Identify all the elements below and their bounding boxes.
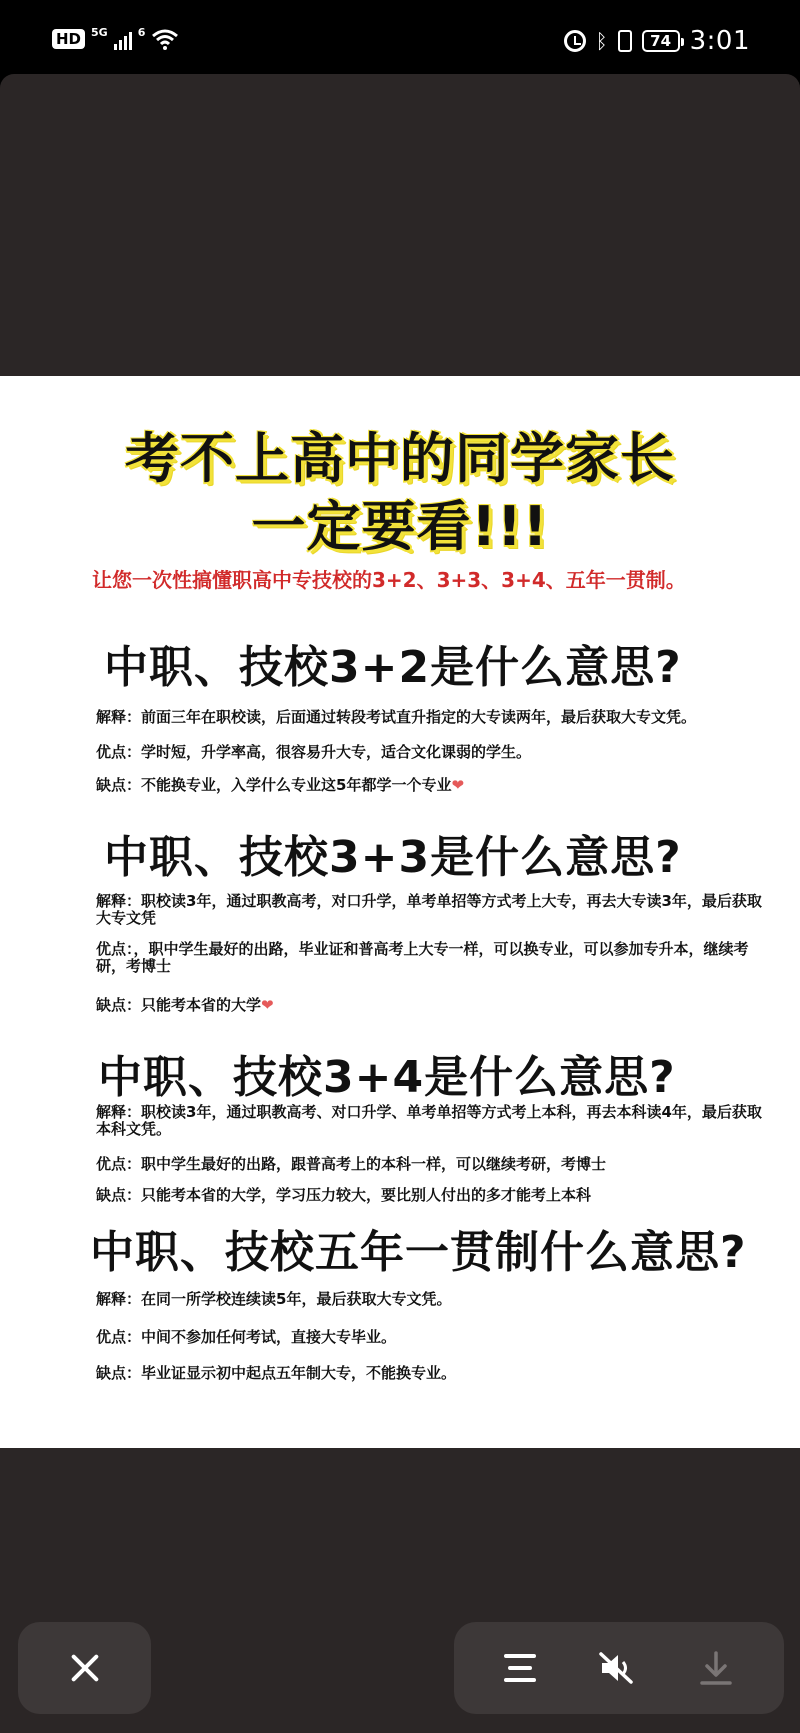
bluetooth-icon: ᛒ: [595, 29, 608, 53]
clock: 3:01: [689, 26, 750, 56]
section-cons: 缺点：只能考本省的大学，学习压力较大，要比别人付出的多才能考上本科: [96, 1186, 592, 1204]
heart-icon: ❤: [261, 996, 274, 1014]
action-group: [454, 1622, 784, 1714]
wifi-label: 6: [137, 25, 146, 39]
status-left: [52, 25, 179, 50]
section-pros: 优点：，职中学生最好的出路，毕业证和普高考上大专一样，可以换专业，可以参加专升本，继续考研，考博士: [96, 940, 749, 975]
status-right: [564, 26, 750, 56]
section-cons: [96, 774, 464, 795]
close-icon: [70, 1653, 100, 1683]
section-heading: 中职、技校3+4是什么意思?: [98, 1052, 676, 1103]
section-pros: 优点：职中学生最好的出路，跟普高考上的本科一样，可以继续考研，考博士: [96, 1155, 607, 1173]
poster-title-line1: 考不上高中的同学家长: [125, 427, 675, 490]
section-heading: 中职、技校3+2是什么意思?: [104, 642, 682, 693]
wifi-icon: [151, 28, 179, 50]
image-viewer: [0, 74, 800, 1602]
signal-icon: [114, 28, 132, 50]
vibrate-icon: [618, 30, 632, 52]
heart-icon: ❤: [451, 776, 465, 794]
section-explain: 解释：职校读3年，通过职教高考、对口升学、单考单招等方式考上本科，再去本科读4年，最后获取本科文凭。: [96, 1103, 762, 1138]
section-cons: [96, 994, 274, 1015]
battery-icon: 74: [642, 30, 680, 52]
mute-icon[interactable]: [598, 1650, 634, 1686]
poster-image[interactable]: [0, 376, 800, 1448]
section-explain: 解释：职校读3年，通过职教高考，对口升学，单考单招等方式考上大专，再去大专读3年，最后获取大专文凭: [96, 892, 762, 927]
poster-title-line2: 一定要看!!!: [251, 495, 549, 558]
status-bar: [0, 0, 800, 74]
download-icon[interactable]: [698, 1650, 734, 1686]
section-explain: 解释：前面三年在职校读，后面通过转段考试直升指定的大专读两年，最后获取大专文凭。: [96, 708, 697, 726]
section-pros: 优点：中间不参加任何考试，直接大专毕业。: [96, 1328, 397, 1346]
close-button[interactable]: [18, 1622, 151, 1714]
poster-subtitle: 让您一次性搞懂职高中专技校的3+2、3+3、3+4、五年一贯制。: [92, 568, 686, 592]
section-cons-text: 缺点：不能换专业，入学什么专业这5年都学一个专业: [96, 776, 452, 794]
menu-icon[interactable]: [502, 1650, 538, 1686]
section-cons-text: 缺点：只能考本省的大学: [96, 996, 262, 1014]
section-pros: 优点：学时短，升学率高，很容易升大专，适合文化课弱的学生。: [96, 743, 532, 761]
section-cons: 缺点：毕业证显示初中起点五年制大专，不能换专业。: [96, 1364, 457, 1382]
section-explain: 解释：在同一所学校连续读5年，最后获取大专文凭。: [96, 1290, 452, 1308]
bottom-toolbar: [0, 1602, 800, 1733]
hd-badge: HD: [52, 29, 85, 49]
alarm-icon: [564, 30, 586, 52]
section-heading: 中职、技校五年一贯制什么意思?: [90, 1227, 747, 1278]
section-heading: 中职、技校3+3是什么意思?: [104, 832, 682, 883]
network-type: 5G: [91, 25, 108, 39]
